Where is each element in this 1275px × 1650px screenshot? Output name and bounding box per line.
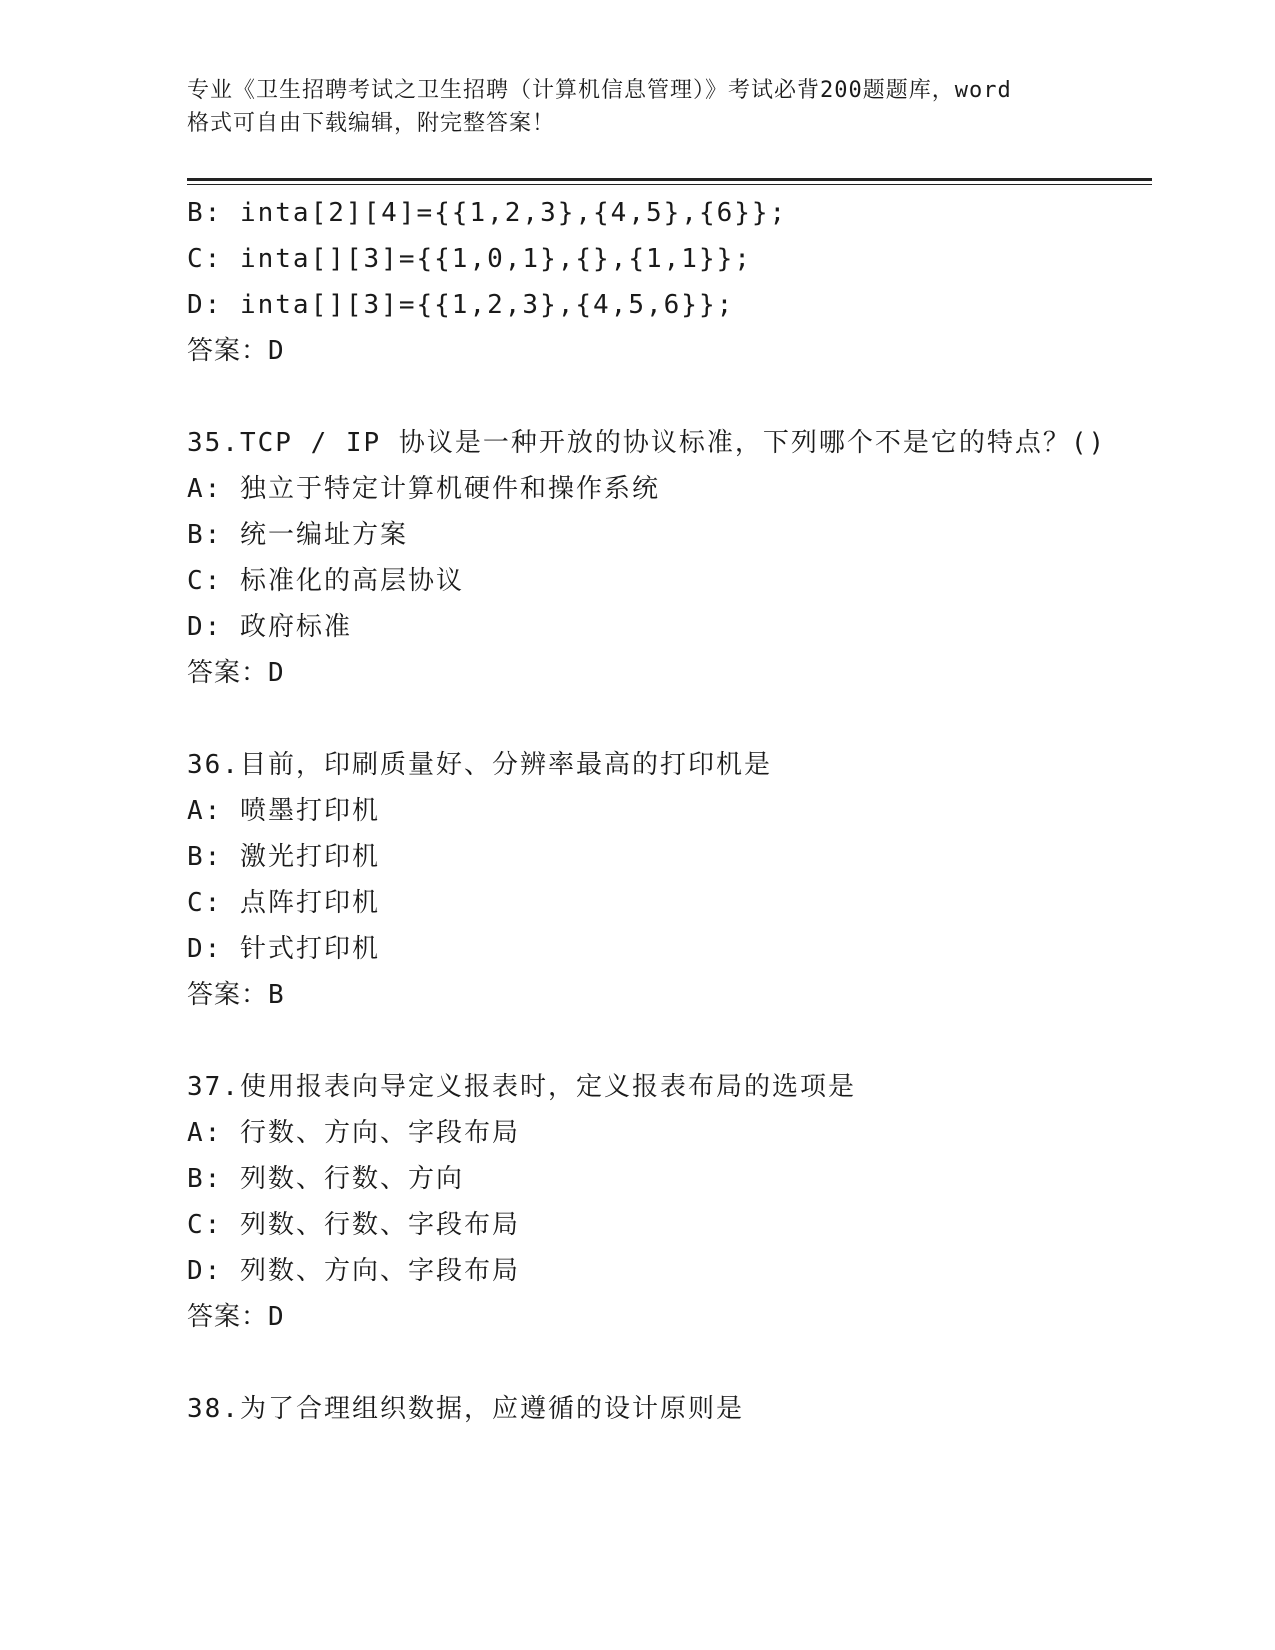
question-38 [187, 1386, 1152, 1432]
option-d: D: inta[][3]={{1,2,3},{4,5,6}}; [187, 290, 735, 320]
answer-line: 答案：B [187, 980, 285, 1010]
option-d: D: 政府标准 [187, 612, 352, 642]
option-a: A: 独立于特定计算机硬件和操作系统 [187, 474, 660, 504]
question-34-continued [187, 190, 1152, 374]
option-d: D: 列数、方向、字段布局 [187, 1256, 520, 1286]
spacer [187, 696, 1152, 742]
spacer [187, 1340, 1152, 1386]
option-b: B: 列数、行数、方向 [187, 1164, 464, 1194]
header-line-1: 专业《卫生招聘考试之卫生招聘（计算机信息管理）》考试必背200题题库，word [187, 78, 1012, 103]
option-b: B: 激光打印机 [187, 842, 380, 872]
question-37 [187, 1064, 1152, 1340]
question-stem: 37.使用报表向导定义报表时，定义报表布局的选项是 [187, 1072, 856, 1102]
header-line-2: 格式可自由下载编辑，附完整答案！ [187, 111, 556, 136]
question-35 [187, 420, 1152, 696]
document-header [187, 74, 1087, 140]
spacer [187, 1018, 1152, 1064]
option-a: A: 行数、方向、字段布局 [187, 1118, 520, 1148]
question-list [187, 190, 1152, 1432]
answer-line: 答案：D [187, 658, 285, 688]
question-36 [187, 742, 1152, 1018]
option-c: C: 点阵打印机 [187, 888, 380, 918]
spacer [187, 374, 1152, 420]
option-b: B: inta[2][4]={{1,2,3},{4,5},{6}}; [187, 198, 788, 228]
option-c: C: 列数、行数、字段布局 [187, 1210, 520, 1240]
question-stem: 38.为了合理组织数据，应遵循的设计原则是 [187, 1394, 744, 1424]
header-divider-thick [187, 178, 1152, 181]
question-stem: 36.目前，印刷质量好、分辨率最高的打印机是 [187, 750, 772, 780]
option-a: A: 喷墨打印机 [187, 796, 380, 826]
option-c: C: inta[][3]={{1,0,1},{},{1,1}}; [187, 244, 752, 274]
answer-line: 答案：D [187, 1302, 285, 1332]
question-stem: 35.TCP / IP 协议是一种开放的协议标准，下列哪个不是它的特点？() [187, 428, 1107, 458]
option-c: C: 标准化的高层协议 [187, 566, 464, 596]
answer-line: 答案：D [187, 336, 285, 366]
option-d: D: 针式打印机 [187, 934, 380, 964]
header-divider-thin [187, 184, 1152, 185]
option-b: B: 统一编址方案 [187, 520, 408, 550]
